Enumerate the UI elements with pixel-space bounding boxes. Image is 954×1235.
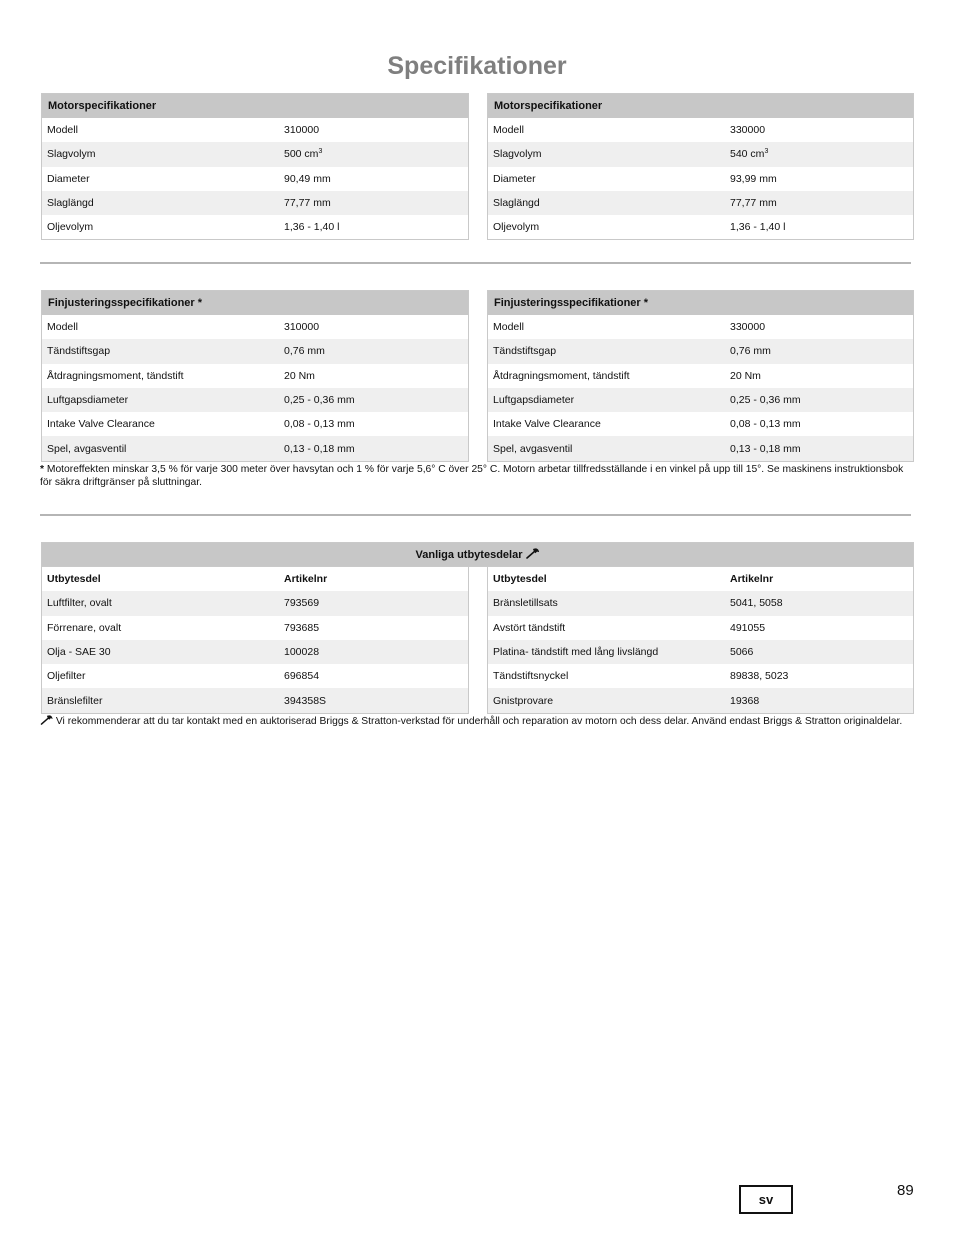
- footnote-marker: *: [40, 464, 45, 475]
- table-row: Spel, avgasventil 0,13 - 0,18 mm: [488, 436, 913, 460]
- table-row: Åtdragningsmoment, tändstift 20 Nm: [488, 364, 913, 388]
- page-title: Specifikationer: [387, 52, 567, 80]
- table-row: Platina- tändstift med lång livslängd 5066: [488, 640, 913, 664]
- divider: [40, 262, 911, 264]
- footnote-text: Motoreffekten minskar 3,5 % för varje 300 meter över havsytan och 1 % för varje 5,6° C över 25° C. Motorn arbetar tillfredsställande i en vinkel på upp till 15°. Se maskinens instruktionsbok för säkra driftgränser på sluttningar.: [40, 464, 904, 488]
- table-row: Modell 310000: [42, 315, 468, 339]
- table-row: Intake Valve Clearance 0,08 - 0,13 mm: [42, 412, 468, 436]
- table-column-headers: Utbytesdel Artikelnr: [42, 567, 468, 591]
- wrench-icon: [526, 543, 539, 568]
- table-row: Gnistprovare 19368: [488, 688, 913, 712]
- tuning-footnote: [40, 463, 914, 489]
- table-row: Bränslefilter 394358S: [42, 688, 468, 712]
- divider: [40, 514, 911, 516]
- motor-spec-table-right: [487, 93, 914, 240]
- footnote-text: Vi rekommenderar att du tar kontakt med en auktoriserad Briggs & Stratton-verkstad för underhåll och reparation av motorn och dess delar. Använd endast Briggs & Stratton originaldelar.: [53, 716, 903, 727]
- table-row: Diameter 93,99 mm: [488, 167, 913, 191]
- language-badge: sv: [739, 1185, 793, 1214]
- table-header: Motorspecifikationer: [42, 94, 468, 118]
- parts-table-header: Vanliga utbytesdelar: [41, 542, 914, 567]
- table-row: Luftgapsdiameter 0,25 - 0,36 mm: [42, 388, 468, 412]
- table-header: Finjusteringsspecifikationer *: [42, 291, 468, 315]
- table-row: Tändstiftsnyckel 89838, 5023: [488, 664, 913, 688]
- table-row: Spel, avgasventil 0,13 - 0,18 mm: [42, 436, 468, 460]
- table-row: Slagvolym 500 $cm^3$: [42, 142, 468, 166]
- table-row: Åtdragningsmoment, tändstift 20 Nm: [42, 364, 468, 388]
- table-row: Tändstiftsgap 0,76 mm: [488, 339, 913, 363]
- table-row: Slaglängd 77,77 mm: [488, 191, 913, 215]
- table-row: Modell 330000: [488, 118, 913, 142]
- table-row: Luftfilter, ovalt 793569: [42, 591, 468, 615]
- table-row: Olja - SAE 30 100028: [42, 640, 468, 664]
- table-row: Modell 330000: [488, 315, 913, 339]
- table-row: Luftgapsdiameter 0,25 - 0,36 mm: [488, 388, 913, 412]
- table-header: Motorspecifikationer: [488, 94, 913, 118]
- table-column-headers: Utbytesdel Artikelnr: [488, 567, 913, 591]
- table-row: Tändstiftsgap 0,76 mm: [42, 339, 468, 363]
- table-row: Förrenare, ovalt 793685: [42, 616, 468, 640]
- table-row: Oljevolym 1,36 - 1,40 l: [42, 215, 468, 239]
- table-row: Oljevolym 1,36 - 1,40 l: [488, 215, 913, 239]
- parts-table-right: [487, 567, 914, 714]
- table-row: Intake Valve Clearance 0,08 - 0,13 mm: [488, 412, 913, 436]
- parts-table-left: [41, 567, 469, 714]
- table-row: Oljefilter 696854: [42, 664, 468, 688]
- table-row: Bränsletillsats 5041, 5058: [488, 591, 913, 615]
- table-row: Diameter 90,49 mm: [42, 167, 468, 191]
- parts-footnote: [40, 715, 914, 728]
- tuning-spec-table-right: [487, 290, 914, 462]
- table-row: Slaglängd 77,77 mm: [42, 191, 468, 215]
- table-row: Avstört tändstift 491055: [488, 616, 913, 640]
- motor-spec-table-left: [41, 93, 469, 240]
- tuning-spec-table-left: [41, 290, 469, 462]
- table-row: Modell 310000: [42, 118, 468, 142]
- page-number: 89: [897, 1182, 914, 1199]
- table-header: Finjusteringsspecifikationer *: [488, 291, 913, 315]
- wrench-icon: [40, 715, 53, 728]
- table-row: Slagvolym 540 $cm^3$: [488, 142, 913, 166]
